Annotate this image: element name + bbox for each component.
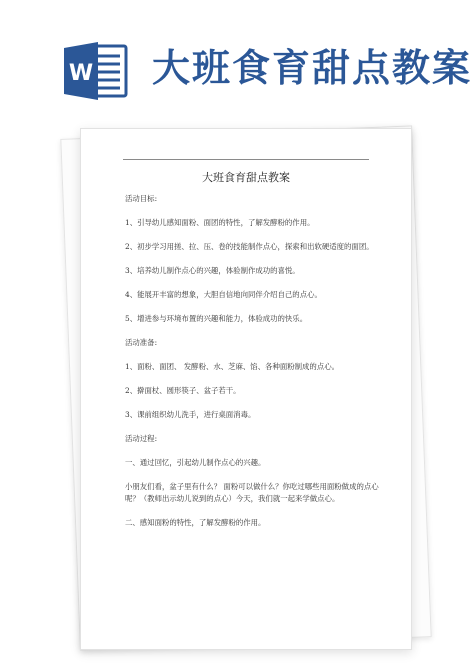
paragraph: 3、培养幼儿制作点心的兴趣，体验制作成功的喜悦。 xyxy=(125,266,300,275)
paragraph: 一、通过回忆，引起幼儿制作点心的兴趣。 xyxy=(125,458,266,467)
paragraph: 5、增进参与环境布置的兴趣和能力，体验成功的快乐。 xyxy=(125,314,308,323)
paragraph: 4、能展开丰富的想象，大胆自信地向同伴介绍自己的点心。 xyxy=(125,290,322,299)
document-title: 大班食育甜点教案 xyxy=(202,171,290,184)
paragraph: 二、感知面粉的特性，了解发酵粉的作用。 xyxy=(125,518,266,527)
section-heading-goals: 活动目标: xyxy=(125,194,158,203)
word-document-icon xyxy=(62,40,128,102)
section-heading-preparation: 活动准备: xyxy=(125,338,158,347)
paragraph: 2、初步学习用搓、拉、压、卷的技能制作点心，探索和出软硬适度的面团。 xyxy=(125,242,374,251)
paragraph: 小朋友们看，盆子里有什么？ 面粉可以做什么？你吃过哪些用面粉做成的点心呢？（教师出示幼儿说到的点心）今天，我们就一起来学做点心。 xyxy=(125,482,379,503)
document-page xyxy=(80,128,412,650)
banner xyxy=(0,0,474,120)
paragraph: 3、课前组织幼儿洗手，进行桌面消毒。 xyxy=(125,410,256,419)
header-rule xyxy=(123,159,369,160)
word-logo-letter: W xyxy=(68,61,94,86)
banner-title: 大班食育甜点教案 xyxy=(152,46,473,90)
paragraph: 1、面粉、面团、 发酵粉、水、芝麻、馅、各种面粉制成的点心。 xyxy=(125,362,339,371)
document-body xyxy=(125,193,385,541)
paragraph: 2、擀面杖、圆形筷子、盆子若干。 xyxy=(125,386,241,395)
section-heading-process: 活动过程: xyxy=(125,434,158,443)
paragraph: 1、引导幼儿感知面粉、面团的特性，了解发酵粉的作用。 xyxy=(125,218,315,227)
